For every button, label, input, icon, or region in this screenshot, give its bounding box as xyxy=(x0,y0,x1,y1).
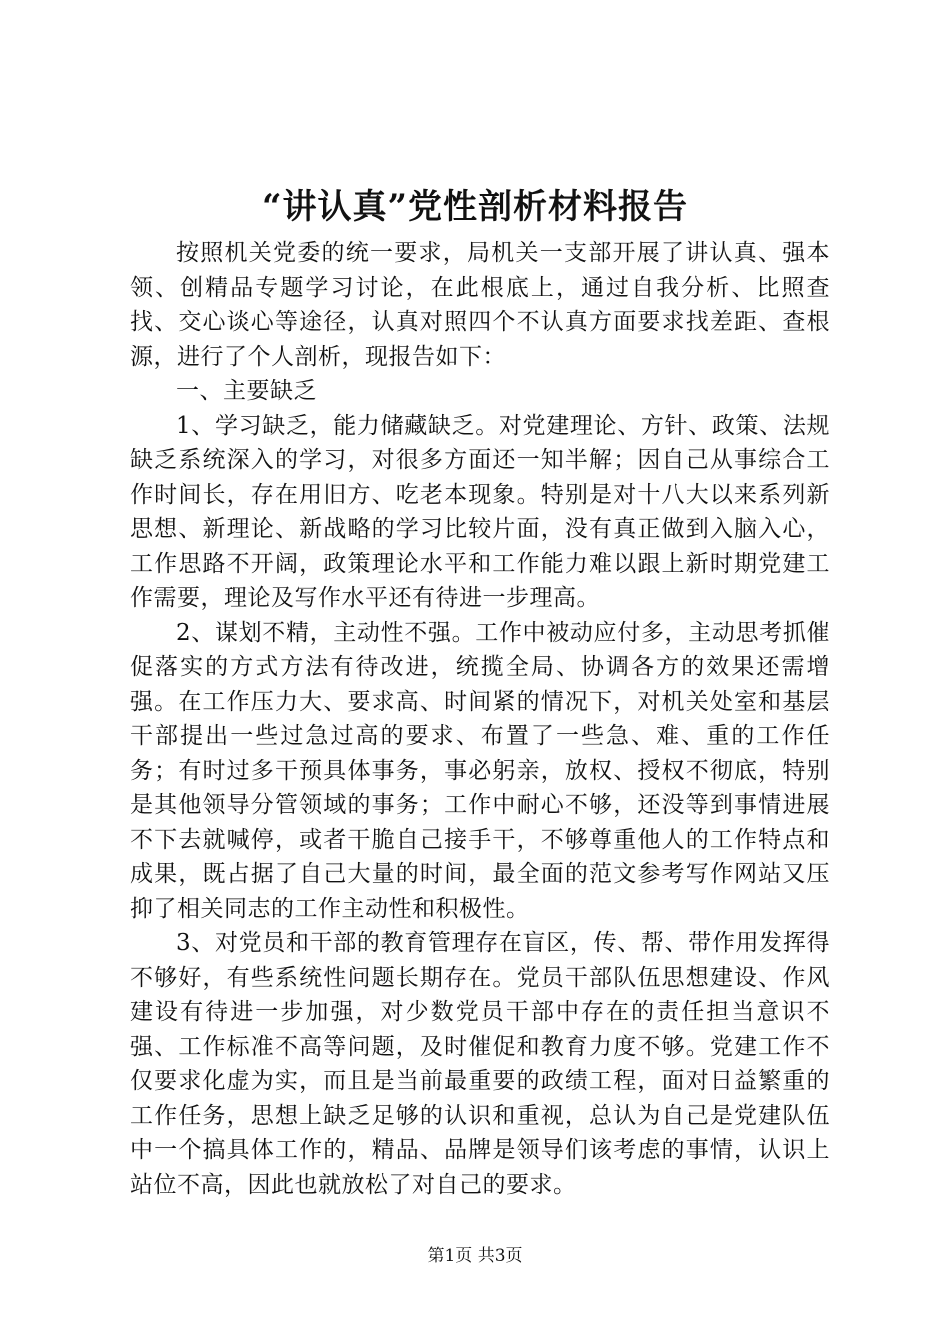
paragraph-item-3: 3、对党员和干部的教育管理存在盲区，传、帮、带作用发挥得不够好，有些系统性问题长期存在。党员干部队伍思想建设、作风建设有待进一步加强，对少数党员干部中存在的责任担当意识不强、工作标准不高等问题，及时催促和教育力度不够。党建工作不仅要求化虚为实，而且是当前最重要的政绩工程，面对日益繁重的工作任务，思想上缺乏足够的认识和重视，总认为自己是党建队伍中一个搞具体工作的，精品、品牌是领导们该考虑的事情，认识上站位不高，因此也就放松了对自己的要求。 xyxy=(130,930,830,1198)
document-body xyxy=(130,236,830,1202)
intro-paragraph: 按照机关党委的统一要求，局机关一支部开展了讲认真、强本领、创精品专题学习讨论，在此根底上，通过自我分析、比照查找、交心谈心等途径，认真对照四个不认真方面要求找差距、查根源，进行了个人剖析，现报告如下： xyxy=(130,240,830,370)
page-number-footer: 第1页 共3页 xyxy=(427,1246,523,1266)
document-title: “讲认真”党性剖析材料报告 xyxy=(261,187,689,227)
section-heading: 一、主要缺乏 xyxy=(176,378,317,404)
paragraph-item-2: 2、谋划不精，主动性不强。工作中被动应付多，主动思考抓催促落实的方式方法有待改进，统揽全局、协调各方的效果还需增强。在工作压力大、要求高、时间紧的情况下，对机关处室和基层干部提出一些过急过高的要求、布置了一些急、难、重的工作任务；有时过多干预具体事务，事必躬亲，放权、授权不彻底，特别是其他领导分管领域的事务；工作中耐心不够，还没等到事情进展不下去就喊停，或者干脆自己接手干，不够尊重他人的工作特点和成果，既占据了自己大量的时间，最全面的范文参考写作网站又压抑了相关同志的工作主动性和积极性。 xyxy=(130,619,830,922)
paragraph-item-1: 1、学习缺乏，能力储藏缺乏。对党建理论、方针、政策、法规缺乏系统深入的学习，对很多方面还一知半解；因自己从事综合工作时间长，存在用旧方、吃老本现象。特别是对十八大以来系列新思想、新理论、新战略的学习比较片面，没有真正做到入脑入心，工作思路不开阔，政策理论水平和工作能力难以跟上新时期党建工作需要，理论及写作水平还有待进一步理高。 xyxy=(130,412,830,611)
